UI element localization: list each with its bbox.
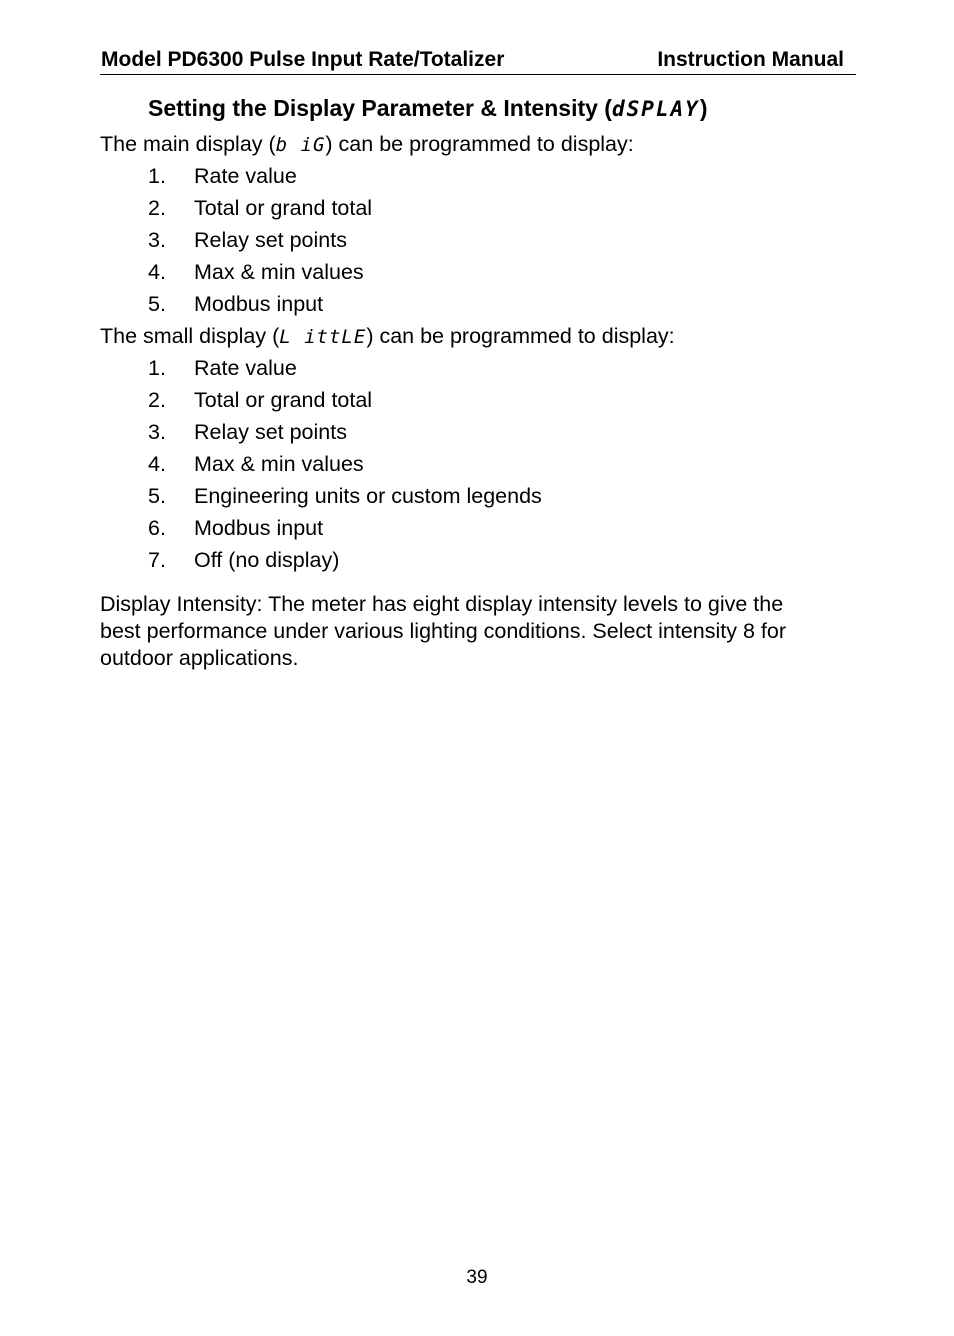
- paragraph-line: outdoor applications.: [100, 646, 299, 670]
- list-item-number: 7.: [148, 548, 166, 572]
- paragraph-line: best performance under various lighting conditions. Select intensity 8 for: [100, 619, 786, 643]
- main-display-code: b iG: [275, 134, 326, 156]
- small-display-intro: [100, 320, 675, 353]
- list-item-text: Modbus input: [194, 516, 324, 540]
- list-item-text: Relay set points: [194, 420, 347, 444]
- list-item-text: Rate value: [194, 356, 297, 380]
- list-item-text: Off (no display): [194, 548, 340, 572]
- list-item-number: 3.: [148, 420, 166, 444]
- list-item-number: 1.: [148, 164, 166, 188]
- page-number: 39: [466, 1267, 488, 1288]
- section-title: [148, 93, 707, 124]
- list-item-number: 4.: [148, 452, 166, 476]
- list-item-number: 4.: [148, 260, 166, 284]
- list-item-text: Total or grand total: [194, 196, 373, 220]
- display-intensity-paragraph: [100, 591, 860, 672]
- small-display-code: L ittLE: [279, 326, 367, 348]
- list-item-number: 2.: [148, 388, 166, 412]
- small-display-intro-prefix: The small display (: [100, 324, 280, 348]
- page-header: [100, 46, 856, 75]
- list-item-number: 5.: [148, 292, 166, 316]
- header-manual-title: Instruction Manual: [657, 48, 844, 71]
- list-item-text: Rate value: [194, 164, 297, 188]
- main-display-intro-suffix: ) can be programmed to display:: [325, 132, 634, 156]
- section-title-close: ): [699, 95, 708, 121]
- header-model-title: Model PD6300 Pulse Input Rate/Totalizer: [101, 48, 505, 71]
- main-display-intro-prefix: The main display (: [100, 132, 276, 156]
- list-item-number: 5.: [148, 484, 166, 508]
- section-title-text: Setting the Display Parameter & Intensity (: [148, 95, 612, 121]
- list-item-text: Modbus input: [194, 292, 324, 316]
- paragraph-line: Display Intensity: The meter has eight display intensity levels to give the: [100, 592, 784, 616]
- list-item-number: 1.: [148, 356, 166, 380]
- list-item-text: Relay set points: [194, 228, 347, 252]
- main-display-intro: [100, 128, 634, 161]
- list-item-text: Max & min values: [194, 260, 364, 284]
- list-item-number: 3.: [148, 228, 166, 252]
- list-item-number: 6.: [148, 516, 166, 540]
- list-item-text: Total or grand total: [194, 388, 373, 412]
- list-item-text: Max & min values: [194, 452, 364, 476]
- small-display-intro-suffix: ) can be programmed to display:: [366, 324, 675, 348]
- section-title-display-code: dSPLAY: [611, 97, 700, 121]
- list-item-text: Engineering units or custom legends: [194, 484, 542, 508]
- list-item-number: 2.: [148, 196, 166, 220]
